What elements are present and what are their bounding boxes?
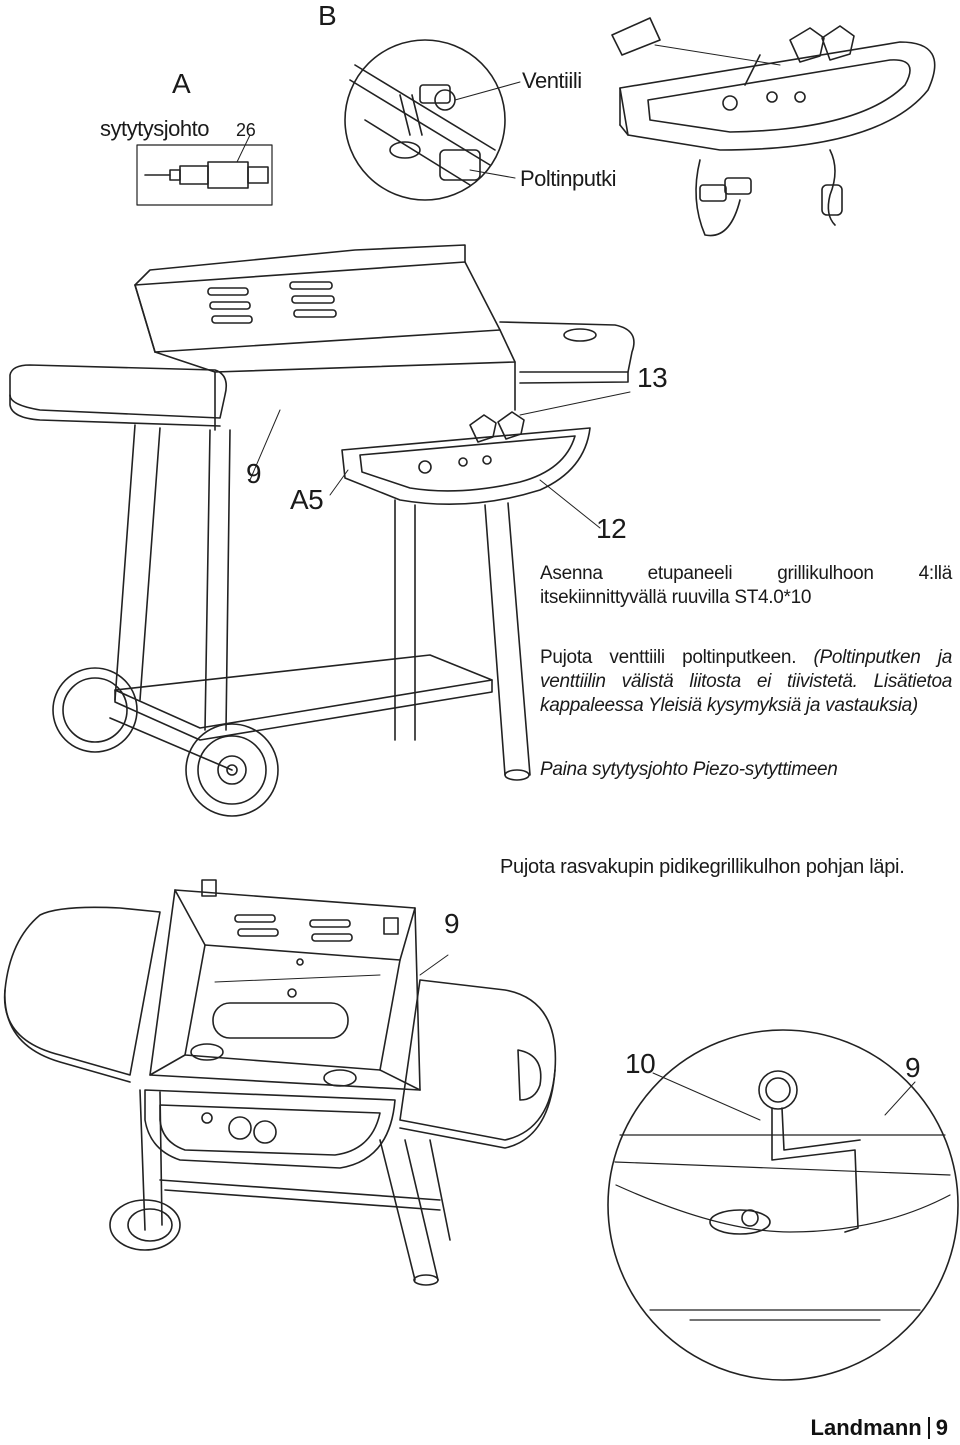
- label-a5: A5: [290, 484, 324, 515]
- instruction-step3: Paina sytytysjohto Piezo-sytyttimeen: [540, 759, 838, 780]
- footer-separator: [928, 1417, 930, 1439]
- valve-detail-icon: [345, 40, 520, 200]
- instruction-step1: Asenna etupaneeli grillikulhoon 4:llä itsekiinnittyvällä ruuvilla ST4.0*10: [540, 563, 952, 608]
- label-9-top: 9: [246, 458, 262, 489]
- page-footer: [811, 1415, 948, 1441]
- label-sytytysjohto: sytytysjohto: [100, 116, 209, 141]
- instruction-step2-note: (Poltinputken ja venttiilin välistä liitosta ei tiivistetä. Lisätietoa kappaleessa Yleisiä kysymyksiä ja vastauksia): [540, 647, 952, 716]
- instruction-step4: Pujota rasvakupin pidikegrillikulhon pohjan läpi.: [500, 856, 905, 878]
- grill-assembly-icon: [10, 245, 634, 816]
- label-13: 13: [637, 362, 668, 393]
- label-ventiili: Ventiili: [522, 68, 582, 93]
- label-9-mid: 9: [444, 908, 460, 939]
- label-10: 10: [625, 1048, 656, 1079]
- igniter-detail-icon: [137, 135, 272, 205]
- label-a: A: [172, 68, 191, 99]
- instruction-step2: [540, 646, 952, 718]
- instruction-step2-text: Pujota venttiili poltinputkeen.: [540, 647, 797, 668]
- page-number: 9: [935, 1415, 948, 1440]
- label-26: 26: [236, 120, 256, 140]
- brand-name: Landmann: [810, 1415, 922, 1440]
- label-poltinputki: Poltinputki: [520, 166, 617, 191]
- grill-topview-icon: [5, 880, 556, 1285]
- label-b: B: [318, 0, 337, 31]
- front-panel-detail-icon: [612, 18, 935, 236]
- label-12: 12: [596, 513, 627, 544]
- label-9-bottom: 9: [905, 1052, 921, 1083]
